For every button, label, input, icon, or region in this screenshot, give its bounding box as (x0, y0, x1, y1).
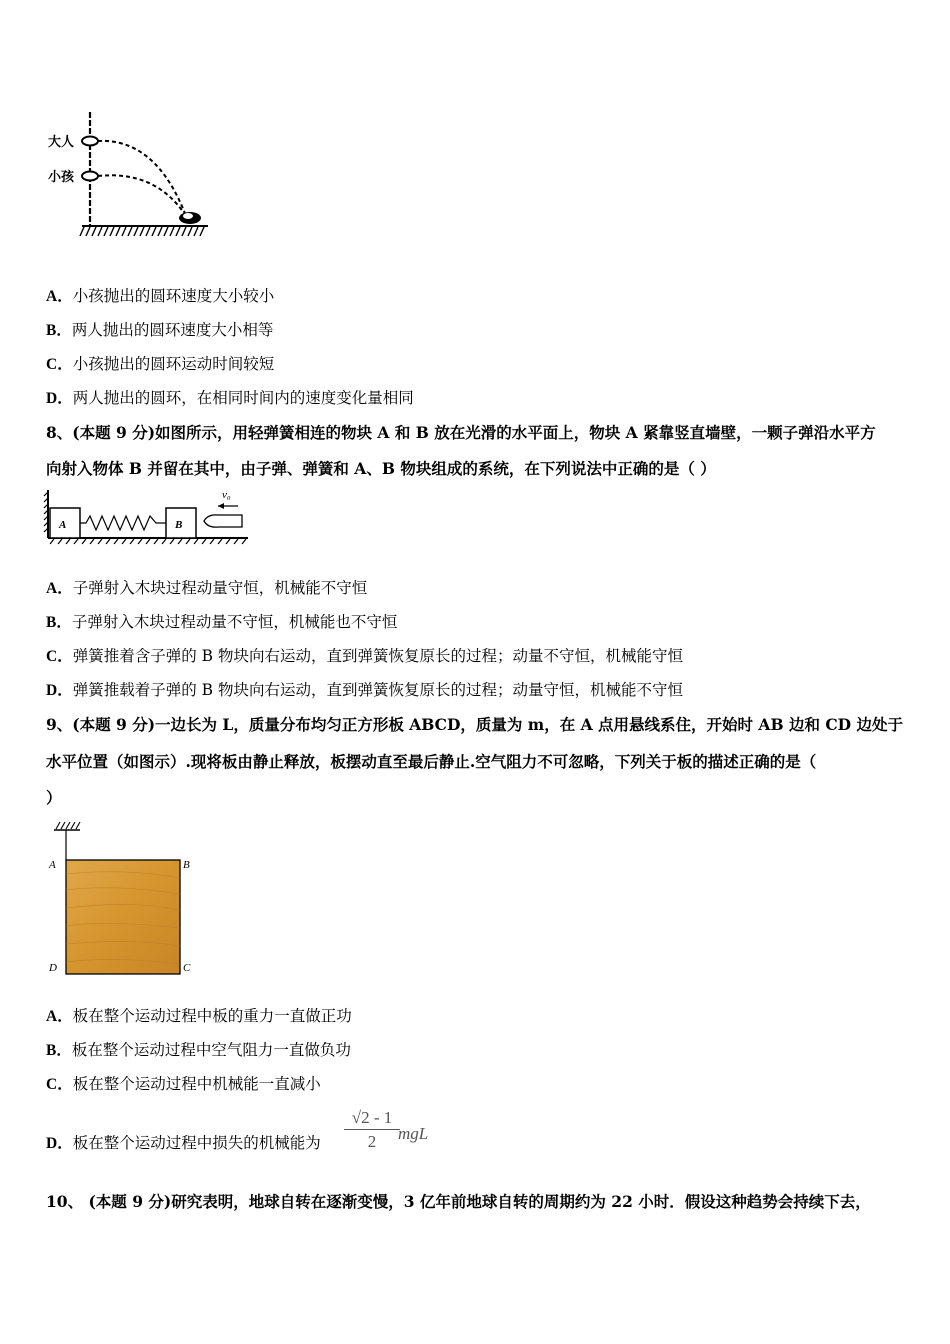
velocity-label: v₀ (222, 489, 231, 501)
q8-option-c: C．弹簧推着含子弹的 B 物块向右运动，直到弹簧恢复原长的过程；动量不守恒，机械能守恒 (46, 647, 683, 665)
energy-loss-fraction (344, 1108, 400, 1152)
corner-d-label: D (49, 962, 57, 974)
fraction-denominator: 2 (367, 1132, 377, 1151)
corner-b-label: B (183, 859, 190, 871)
q9-stem-line3: ） (46, 788, 62, 807)
q9-stem-line1: 9、(本题 9 分)一边长为 L，质量分布均匀正方形板 ABCD，质量为 m，在 A 点用悬线系住，开始时 AB 边和 CD 边处于 (46, 715, 904, 734)
q7-option-b: B．两人抛出的圆环速度大小相等 (46, 321, 274, 339)
q7-option-a: A．小孩抛出的圆环速度大小较小 (46, 287, 275, 305)
q10-stem-line1: 10、 (本题 9 分)研究表明，地球自转在逐渐变慢，3 亿年前地球自转的周期约为 22 小时．假设这种趋势会持续下去， (46, 1192, 871, 1211)
adult-label: 大人 (48, 135, 75, 150)
q9-option-c: C．板在整个运动过程中机械能一直减小 (46, 1075, 321, 1093)
fraction-suffix: mgL (398, 1124, 429, 1143)
spring-blocks-figure (44, 486, 250, 546)
spring (80, 516, 166, 530)
q8-option-b: B．子弹射入木块过程动量不守恒，机械能也不守恒 (46, 613, 398, 631)
child-label: 小孩 (48, 170, 75, 185)
q8-option-d: D．弹簧推载着子弹的 B 物块向右运动，直到弹簧恢复原长的过程；动量守恒，机械能不守恒 (46, 681, 683, 699)
q8-stem-line1: 8、(本题 9 分)如图所示，用轻弹簧相连的物块 A 和 B 放在光滑的水平面上，物块 A 紧靠竖直墙壁，一颗子弹沿水平方 (46, 423, 876, 442)
q8-option-a: A．子弹射入木块过程动量守恒，机械能不守恒 (46, 579, 368, 597)
q7-option-d: D．两人抛出的圆环，在相同时间内的速度变化量相同 (46, 389, 414, 407)
q9-option-b: B．板在整个运动过程中空气阻力一直做负功 (46, 1041, 351, 1059)
q8-stem-line2: 向射入物体 B 并留在其中，由子弹、弹簧和 A、B 物块组成的系统，在下列说法中正确的是（ ） (46, 459, 716, 478)
q9-option-a: A．板在整个运动过程中板的重力一直做正功 (46, 1007, 352, 1025)
block-a-label: A (59, 519, 67, 531)
corner-a-label: A (49, 859, 56, 871)
q7-option-c: C．小孩抛出的圆环运动时间较短 (46, 355, 275, 373)
bullet (204, 515, 242, 527)
corner-c-label: C (183, 962, 191, 974)
square-plate (66, 860, 180, 974)
block-b-label: B (175, 519, 183, 531)
fraction-numerator: √2 - 1 (344, 1108, 400, 1130)
square-plate-figure (44, 818, 204, 980)
throw-figure (46, 108, 216, 243)
q9-option-d: D．板在整个运动过程中损失的机械能为 (46, 1134, 321, 1152)
q9-stem-line2: 水平位置（如图示）.现将板由静止释放，板摆动直至最后静止.空气阻力不可忽略，下列关于板的描述正确的是（ (46, 752, 817, 771)
